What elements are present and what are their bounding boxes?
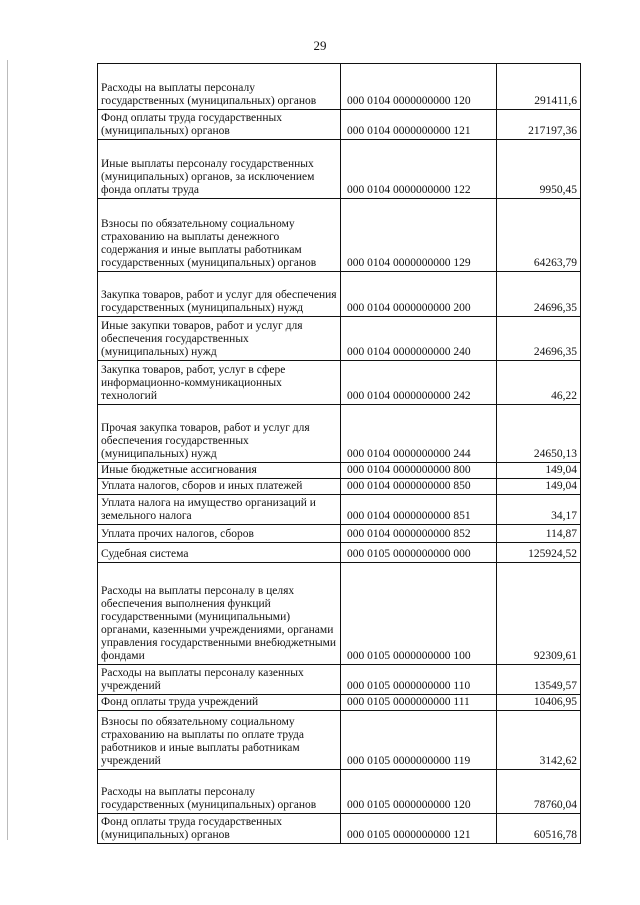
table-row xyxy=(98,405,581,463)
amount-cell: 291411,6 xyxy=(497,64,581,110)
amount-cell: 46,22 xyxy=(497,361,581,405)
budget-code-cell: 000 0105 0000000000 111 xyxy=(341,695,497,711)
amount-cell: 149,04 xyxy=(497,463,581,479)
amount-cell: 92309,61 xyxy=(497,563,581,665)
table-row xyxy=(98,463,581,479)
expense-name-cell: Закупка товаров, работ и услуг для обеспечения государственных (муниципальных) нужд xyxy=(98,272,341,317)
amount-cell: 60516,78 xyxy=(497,814,581,844)
budget-code-cell: 000 0104 0000000000 129 xyxy=(341,199,497,272)
amount-cell: 13549,57 xyxy=(497,665,581,695)
budget-code-cell: 000 0104 0000000000 122 xyxy=(341,140,497,199)
table-row xyxy=(98,665,581,695)
expense-name-cell: Уплата прочих налогов, сборов xyxy=(98,525,341,543)
expense-name-cell: Прочая закупка товаров, работ и услуг для обеспечения государственных (муниципальных) нужд xyxy=(98,405,341,463)
amount-cell: 9950,45 xyxy=(497,140,581,199)
table-row xyxy=(98,140,581,199)
expense-name-cell: Взносы по обязательному социальному страхованию на выплаты по оплате труда работников и иные выплаты работникам учреждений xyxy=(98,711,341,770)
budget-code-cell: 000 0104 0000000000 851 xyxy=(341,495,497,525)
table-row xyxy=(98,770,581,814)
table-row xyxy=(98,199,581,272)
table-body xyxy=(98,64,581,844)
amount-cell: 78760,04 xyxy=(497,770,581,814)
expense-name-cell: Иные закупки товаров, работ и услуг для обеспечения государственных (муниципальных) нужд xyxy=(98,317,341,361)
amount-cell: 34,17 xyxy=(497,495,581,525)
budget-code-cell: 000 0105 0000000000 110 xyxy=(341,665,497,695)
table-row xyxy=(98,525,581,543)
table-row xyxy=(98,361,581,405)
expense-name-cell: Фонд оплаты труда государственных (муниципальных) органов xyxy=(98,814,341,844)
budget-code-cell: 000 0105 0000000000 100 xyxy=(341,563,497,665)
table-row xyxy=(98,543,581,563)
expense-name-cell: Фонд оплаты труда государственных (муниципальных) органов xyxy=(98,110,341,140)
scan-margin-line xyxy=(7,60,8,840)
amount-cell: 217197,36 xyxy=(497,110,581,140)
amount-cell: 114,87 xyxy=(497,525,581,543)
table-row xyxy=(98,695,581,711)
budget-expenditure-table xyxy=(97,63,581,844)
budget-code-cell: 000 0104 0000000000 200 xyxy=(341,272,497,317)
amount-cell: 24696,35 xyxy=(497,317,581,361)
table-row xyxy=(98,711,581,770)
table-row xyxy=(98,495,581,525)
expense-name-cell: Расходы на выплаты персоналу казенных учреждений xyxy=(98,665,341,695)
expense-name-cell: Взносы по обязательному социальному страхованию на выплаты денежного содержания и иные выплаты работникам государственных (муниципальных) органов xyxy=(98,199,341,272)
budget-code-cell: 000 0105 0000000000 000 xyxy=(341,543,497,563)
table-row xyxy=(98,814,581,844)
page-number: 29 xyxy=(313,38,327,53)
amount-cell: 125924,52 xyxy=(497,543,581,563)
budget-code-cell: 000 0104 0000000000 120 xyxy=(341,64,497,110)
expense-name-cell: Фонд оплаты труда учреждений xyxy=(98,695,341,711)
table-row xyxy=(98,317,581,361)
budget-code-cell: 000 0105 0000000000 120 xyxy=(341,770,497,814)
budget-code-cell: 000 0104 0000000000 800 xyxy=(341,463,497,479)
table-row xyxy=(98,64,581,110)
expense-name-cell: Иные бюджетные ассигнования xyxy=(98,463,341,479)
budget-code-cell: 000 0104 0000000000 852 xyxy=(341,525,497,543)
budget-code-cell: 000 0104 0000000000 242 xyxy=(341,361,497,405)
expense-name-cell: Закупка товаров, работ, услуг в сфере информационно-коммуникационных технологий xyxy=(98,361,341,405)
budget-code-cell: 000 0104 0000000000 850 xyxy=(341,479,497,495)
amount-cell: 149,04 xyxy=(497,479,581,495)
budget-code-cell: 000 0105 0000000000 119 xyxy=(341,711,497,770)
amount-cell: 24650,13 xyxy=(497,405,581,463)
expense-name-cell: Уплата налогов, сборов и иных платежей xyxy=(98,479,341,495)
table-row xyxy=(98,563,581,665)
budget-code-cell: 000 0104 0000000000 121 xyxy=(341,110,497,140)
amount-cell: 24696,35 xyxy=(497,272,581,317)
expense-name-cell: Расходы на выплаты персоналу в целях обеспечения выполнения функций государственными (муниципальными) органами, казенными учреждениями, органами управления государственными внебюджетными фондами xyxy=(98,563,341,665)
table-row xyxy=(98,272,581,317)
amount-cell: 10406,95 xyxy=(497,695,581,711)
budget-code-cell: 000 0104 0000000000 244 xyxy=(341,405,497,463)
budget-code-cell: 000 0105 0000000000 121 xyxy=(341,814,497,844)
table-row xyxy=(98,479,581,495)
expense-name-cell: Расходы на выплаты персоналу государственных (муниципальных) органов xyxy=(98,64,341,110)
amount-cell: 3142,62 xyxy=(497,711,581,770)
expense-name-cell: Уплата налога на имущество организаций и земельного налога xyxy=(98,495,341,525)
amount-cell: 64263,79 xyxy=(497,199,581,272)
expense-name-cell: Иные выплаты персоналу государственных (муниципальных) органов, за исключением фонда оплаты труда xyxy=(98,140,341,199)
budget-code-cell: 000 0104 0000000000 240 xyxy=(341,317,497,361)
expense-name-cell: Судебная система xyxy=(98,543,341,563)
table-row xyxy=(98,110,581,140)
expense-name-cell: Расходы на выплаты персоналу государственных (муниципальных) органов xyxy=(98,770,341,814)
